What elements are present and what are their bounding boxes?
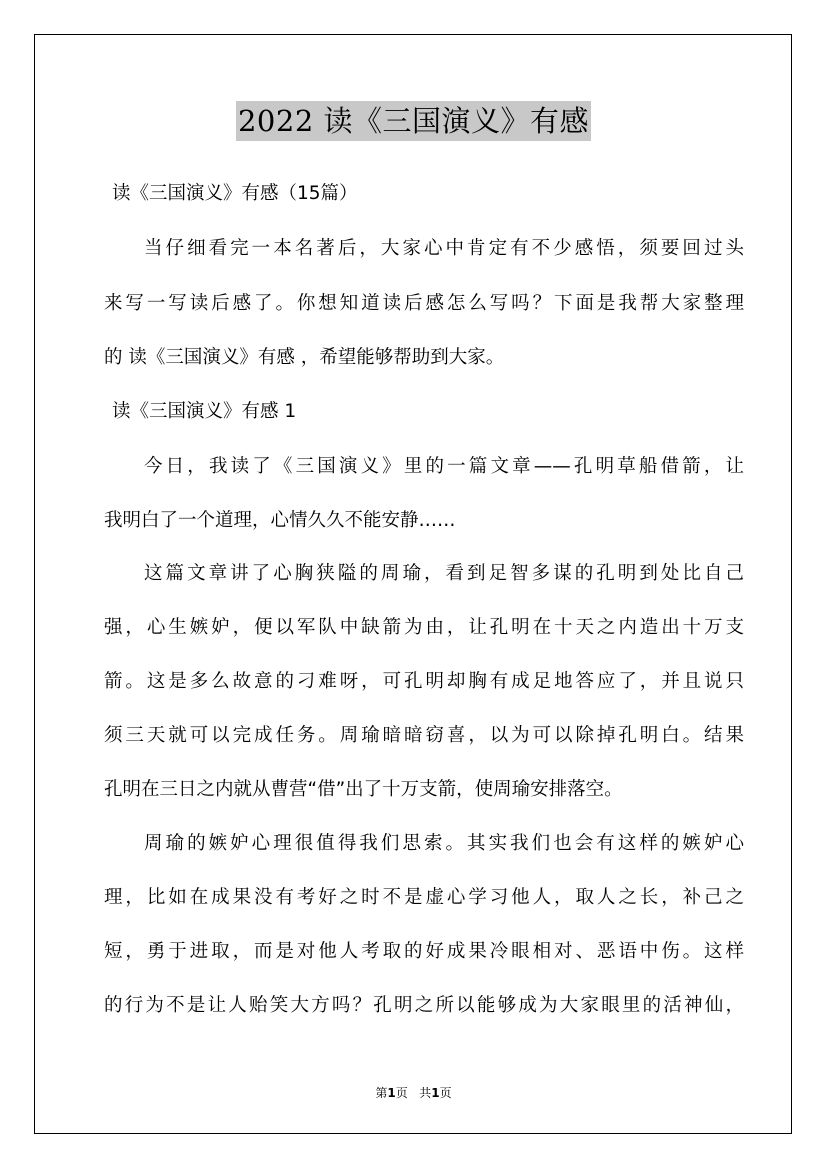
total-pages-suffix: 页 xyxy=(439,1086,452,1100)
intro-line: 的 读《三国演义》有感 ，希望能够帮助到大家。 xyxy=(104,347,505,368)
page-number: 1 xyxy=(387,1086,396,1100)
paragraph-line: 短，勇于进取，而是对他人考取的好成果冷眼相对、恶语中伤。这样 xyxy=(104,941,744,962)
paragraph-line: 的行为不是让人贻笑大方吗？孔明之所以能够成为大家眼里的活神仙， xyxy=(104,995,744,1016)
section-heading: 读《三国演义》有感 1 xyxy=(112,401,297,422)
page-number-prefix: 第 xyxy=(375,1086,388,1100)
document-subtitle: 读《三国演义》有感（15篇） xyxy=(112,183,358,204)
paragraph-line: 孔明在三日之内就从曹营“借”出了十万支箭，使周瑜安排落空。 xyxy=(104,779,623,800)
page-footer xyxy=(0,1084,827,1101)
page-number-suffix: 页 xyxy=(395,1086,408,1100)
paragraph-line: 箭。这是多么故意的刁难呀，可孔明却胸有成足地答应了，并且说只 xyxy=(104,671,744,692)
total-pages-prefix: 共 xyxy=(419,1086,432,1100)
paragraph-line: 须三天就可以完成任务。周瑜暗暗窃喜，以为可以除掉孔明白。结果 xyxy=(104,725,744,746)
intro-line: 当仔细看完一本名著后，大家心中肯定有不少感悟，须要回过头 xyxy=(144,238,744,259)
paragraph-line: 这篇文章讲了心胸狭隘的周瑜，看到足智多谋的孔明到处比自己 xyxy=(144,563,744,584)
paragraph-line: 强，心生嫉妒，便以军队中缺箭为由，让孔明在十天之内造出十万支 xyxy=(104,617,744,638)
intro-line: 来写一写读后感了。你想知道读后感怎么写吗？下面是我帮大家整理 xyxy=(104,293,744,314)
total-pages: 1 xyxy=(431,1086,440,1100)
document-title: 2022 读《三国演义》有感 xyxy=(236,101,591,141)
paragraph-line: 周瑜的嫉妒心理很值得我们思索。其实我们也会有这样的嫉妒心 xyxy=(144,833,744,854)
paragraph-line: 理，比如在成果没有考好之时不是虚心学习他人，取人之长，补己之 xyxy=(104,887,744,908)
title-container xyxy=(0,101,827,141)
paragraph-line: 我明白了一个道理，心情久久不能安静…… xyxy=(104,510,456,531)
paragraph-line: 今日，我读了《三国演义》里的一篇文章——孔明草船借箭，让 xyxy=(144,456,744,477)
